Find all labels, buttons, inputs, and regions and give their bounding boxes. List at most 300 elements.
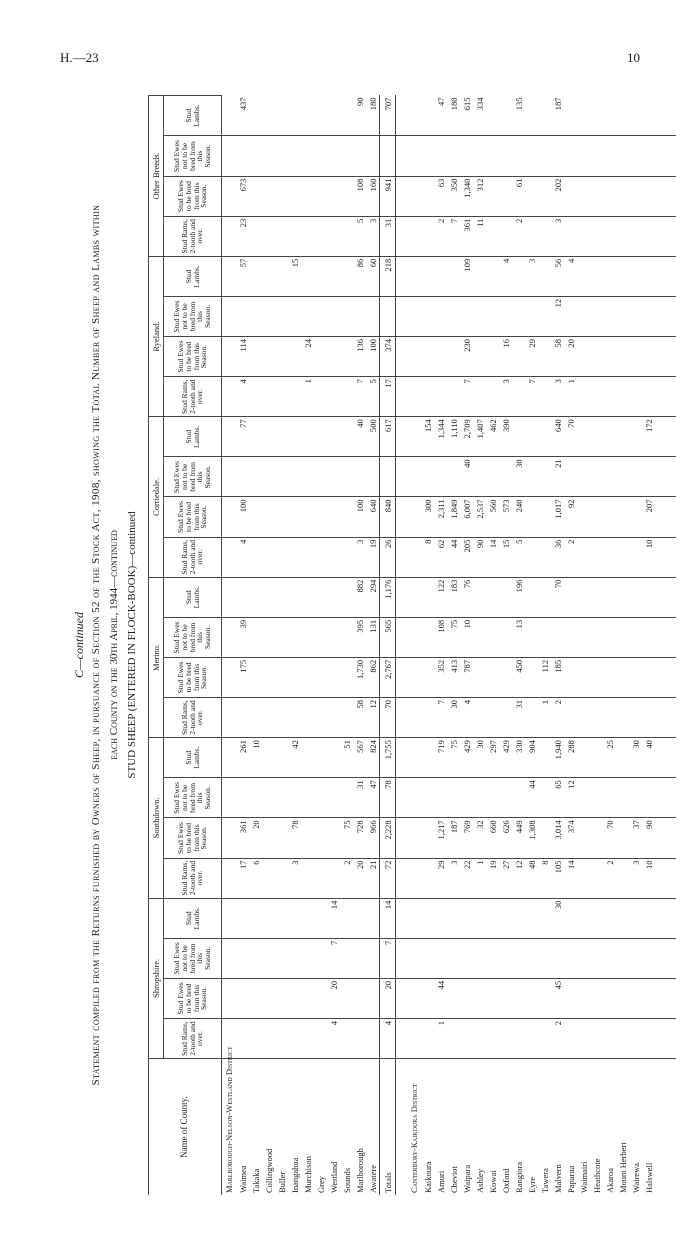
table-cell: 29 (525, 337, 538, 377)
table-cell: 390 (499, 417, 512, 457)
table-cell (222, 577, 237, 617)
table-cell: 7 (353, 377, 366, 417)
table-cell (590, 778, 603, 818)
table-cell: 640 (366, 497, 380, 537)
column-subheader: Stud Rams, 2-tooth and over. (164, 698, 222, 738)
table-cell: 40 (642, 738, 655, 778)
table-cell (564, 617, 577, 657)
table-cell (642, 377, 655, 417)
table-cell (380, 457, 396, 497)
breed-header: Corriedale. (149, 417, 164, 577)
table-cell: 840 (380, 497, 396, 537)
table-cell (262, 377, 275, 417)
table-cell (642, 657, 655, 697)
table-cell (421, 698, 434, 738)
table-cell (655, 698, 676, 738)
table-cell (642, 216, 655, 256)
table-cell (407, 898, 421, 938)
table-cell (655, 417, 676, 457)
table-cell (551, 136, 564, 176)
table-cell (629, 296, 642, 336)
table-cell: 15 (288, 256, 301, 296)
table-cell: 29 (434, 858, 447, 898)
table-cell (327, 337, 340, 377)
table-cell (538, 1018, 551, 1058)
table-cell: 1,407 (473, 417, 486, 457)
table-cell (236, 698, 249, 738)
table-cell (603, 457, 616, 497)
table-cell (473, 698, 486, 738)
table-cell (655, 337, 676, 377)
table-cell: 5 (512, 537, 525, 577)
table-cell (655, 296, 676, 336)
table-cell (655, 256, 676, 296)
table-cell (249, 898, 262, 938)
table-cell: 30 (512, 457, 525, 497)
table-cell (314, 96, 327, 136)
column-subheader: Stud Lambs. (164, 256, 222, 296)
table-cell (603, 497, 616, 537)
table-row (577, 96, 590, 1196)
column-subheader: Stud Lambs. (164, 738, 222, 778)
county-name: Amuri (435, 1170, 446, 1193)
table-cell (222, 938, 237, 978)
table-cell (616, 96, 629, 136)
table-row (629, 96, 642, 1196)
table-cell (249, 657, 262, 697)
table-cell (236, 938, 249, 978)
table-cell (301, 417, 314, 457)
table-cell (249, 537, 262, 577)
table-cell: 1 (301, 377, 314, 417)
table-cell (486, 136, 499, 176)
table-cell (512, 377, 525, 417)
table-cell: 3 (288, 858, 301, 898)
table-cell (473, 657, 486, 697)
table-cell (590, 858, 603, 898)
table-cell (486, 898, 499, 938)
table-cell (564, 1018, 577, 1058)
totals-row (380, 96, 396, 1196)
table-cell (577, 938, 590, 978)
table-cell (655, 457, 676, 497)
table-cell: 450 (512, 657, 525, 697)
table-cell: 2 (564, 537, 577, 577)
county-name: Grey (315, 1176, 326, 1193)
table-cell (642, 577, 655, 617)
table-cell (421, 577, 434, 617)
table-row (288, 96, 301, 1196)
table-cell (327, 818, 340, 858)
table-cell (396, 457, 408, 497)
table-cell: 30 (473, 738, 486, 778)
table-cell (629, 778, 642, 818)
table-cell (629, 417, 642, 457)
table-cell: 640 (551, 417, 564, 457)
table-cell (447, 337, 460, 377)
table-cell: 787 (460, 657, 473, 697)
table-cell (525, 176, 538, 216)
table-cell (288, 657, 301, 697)
table-cell (525, 537, 538, 577)
table-cell (421, 1018, 434, 1058)
table-cell: 76 (460, 577, 473, 617)
table-cell (275, 778, 288, 818)
table-cell: 114 (236, 337, 249, 377)
table-cell (577, 256, 590, 296)
table-cell (655, 537, 676, 577)
table-cell: 20 (380, 978, 396, 1018)
table-cell (538, 978, 551, 1018)
table-cell (512, 296, 525, 336)
table-cell (314, 337, 327, 377)
table-cell (366, 457, 380, 497)
table-cell (396, 296, 408, 336)
table-cell: 48 (525, 858, 538, 898)
table-cell: 47 (434, 96, 447, 136)
table-cell (396, 417, 408, 457)
table-cell: 14 (486, 537, 499, 577)
table-cell (577, 136, 590, 176)
table-cell (590, 617, 603, 657)
table-cell (486, 337, 499, 377)
table-cell (288, 417, 301, 457)
table-cell (288, 497, 301, 537)
table-cell (327, 377, 340, 417)
table-cell: 70 (603, 818, 616, 858)
table-cell (396, 216, 408, 256)
table-cell (249, 337, 262, 377)
table-cell (222, 978, 237, 1018)
table-cell: 10 (642, 858, 655, 898)
table-cell: 19 (486, 858, 499, 898)
table-cell (642, 617, 655, 657)
table-cell (460, 778, 473, 818)
table-cell (222, 738, 237, 778)
table-cell (577, 858, 590, 898)
table-cell (340, 657, 353, 697)
page-header (60, 50, 640, 70)
table-cell (655, 778, 676, 818)
table-cell (538, 738, 551, 778)
county-column-header: Name of County. (149, 1059, 222, 1195)
table-cell (499, 176, 512, 216)
breed-header: Shropshire. (149, 898, 164, 1058)
table-cell: 14 (564, 858, 577, 898)
table-cell (249, 938, 262, 978)
table-cell: 297 (486, 738, 499, 778)
table-cell (222, 537, 237, 577)
table-cell (275, 1018, 288, 1058)
table-cell: 24 (301, 337, 314, 377)
table-cell: 185 (551, 657, 564, 697)
table-row (434, 96, 447, 1196)
column-subheader: Stud Lambs. (164, 417, 222, 457)
table-cell (603, 778, 616, 818)
table-cell (473, 778, 486, 818)
table-cell (327, 738, 340, 778)
table-cell (642, 778, 655, 818)
table-cell (275, 216, 288, 256)
table-cell (655, 136, 676, 176)
table-cell: 2 (551, 1018, 564, 1058)
table-cell (327, 296, 340, 336)
table-cell: 63 (434, 176, 447, 216)
table-cell (407, 296, 421, 336)
county-name: Waimea (237, 1165, 248, 1193)
table-cell: 1,340 (460, 176, 473, 216)
table-cell: 17 (380, 377, 396, 417)
table-cell: 32 (473, 818, 486, 858)
table-cell (590, 256, 603, 296)
table-cell (366, 978, 380, 1018)
column-subheader: Stud Ewes to be bred from this Season. (164, 497, 222, 537)
table-cell (538, 296, 551, 336)
table-cell (236, 457, 249, 497)
table-cell: 20 (249, 818, 262, 858)
table-cell (655, 216, 676, 256)
table-cell: 45 (551, 978, 564, 1018)
table-row (421, 96, 434, 1196)
table-cell (460, 296, 473, 336)
table-cell (655, 617, 676, 657)
table-cell: 6,007 (460, 497, 473, 537)
table-cell (629, 577, 642, 617)
table-cell (262, 216, 275, 256)
table-cell (407, 417, 421, 457)
table-cell (396, 858, 408, 898)
table-cell (275, 256, 288, 296)
table-cell (447, 136, 460, 176)
table-cell (590, 938, 603, 978)
table-cell (590, 898, 603, 938)
table-cell: 92 (564, 497, 577, 537)
table-cell: 6 (249, 858, 262, 898)
county-name: Marlborough (354, 1148, 365, 1193)
table-cell: 30 (629, 738, 642, 778)
table-cell (353, 898, 366, 938)
page-number: 10 (627, 50, 640, 65)
table-cell (525, 978, 538, 1018)
table-cell: 617 (380, 417, 396, 457)
table-cell (301, 136, 314, 176)
table-cell (314, 457, 327, 497)
table-cell (655, 738, 676, 778)
table-cell (262, 978, 275, 1018)
table-cell: 109 (460, 256, 473, 296)
table-cell: 5 (366, 377, 380, 417)
table-cell (222, 898, 237, 938)
table-cell (327, 136, 340, 176)
table-cell: 154 (421, 417, 434, 457)
table-cell: 62 (434, 537, 447, 577)
table-cell (288, 698, 301, 738)
table-cell (629, 978, 642, 1018)
table-cell (249, 778, 262, 818)
table-cell (288, 377, 301, 417)
table-cell (288, 617, 301, 657)
table-cell (222, 136, 237, 176)
table-cell (655, 657, 676, 697)
table-cell (564, 577, 577, 617)
table-cell (512, 938, 525, 978)
table-cell: 30 (447, 698, 460, 738)
table-cell (629, 337, 642, 377)
table-cell: 108 (353, 176, 366, 216)
table-cell: 437 (236, 96, 249, 136)
table-cell (486, 698, 499, 738)
table-cell (616, 1018, 629, 1058)
table-cell (407, 577, 421, 617)
table-cell (340, 497, 353, 537)
table-cell (301, 1018, 314, 1058)
table-cell (655, 978, 676, 1018)
table-cell (288, 96, 301, 136)
table-cell: 3 (447, 858, 460, 898)
table-cell: 27 (499, 858, 512, 898)
column-subheader: Stud Rams, 2-tooth and over. (164, 377, 222, 417)
table-cell (407, 497, 421, 537)
table-cell: 8 (538, 858, 551, 898)
table-cell (616, 337, 629, 377)
column-subheader: Stud Lambs. (164, 898, 222, 938)
table-cell (301, 577, 314, 617)
table-row (590, 96, 603, 1196)
table-cell: 7 (380, 938, 396, 978)
table-cell (236, 577, 249, 617)
table-cell: 31 (353, 778, 366, 818)
table-cell (275, 818, 288, 858)
table-cell: 3 (551, 377, 564, 417)
table-cell (222, 698, 237, 738)
table-cell: 395 (353, 617, 366, 657)
table-cell (473, 898, 486, 938)
table-cell (512, 978, 525, 1018)
county-name: Takaka (250, 1168, 261, 1193)
table-cell: 75 (340, 818, 353, 858)
table-cell (396, 96, 408, 136)
table-cell (222, 296, 237, 336)
table-cell (262, 96, 275, 136)
table-cell (340, 96, 353, 136)
table-cell: 90 (473, 537, 486, 577)
table-cell (340, 216, 353, 256)
table-cell (340, 417, 353, 457)
table-cell (407, 858, 421, 898)
table-cell: 1,940 (551, 738, 564, 778)
table-cell (603, 938, 616, 978)
table-cell (473, 337, 486, 377)
table-cell (340, 176, 353, 216)
table-cell (275, 296, 288, 336)
table-cell: 1 (564, 377, 577, 417)
table-cell (421, 176, 434, 216)
table-cell: 47 (366, 778, 380, 818)
table-cell (603, 256, 616, 296)
county-name: Marlborough-Nelson-Westland District (224, 1046, 234, 1193)
table-cell: 86 (353, 256, 366, 296)
table-cell: 20 (353, 858, 366, 898)
table-cell (538, 778, 551, 818)
table-cell (340, 577, 353, 617)
table-cell (275, 96, 288, 136)
table-cell (249, 216, 262, 256)
table-cell (629, 216, 642, 256)
table-cell (434, 898, 447, 938)
table-cell (340, 337, 353, 377)
table-cell (340, 617, 353, 657)
table-cell (301, 938, 314, 978)
table-cell (314, 978, 327, 1018)
table-cell (434, 778, 447, 818)
table-cell (396, 176, 408, 216)
table-cell (655, 497, 676, 537)
table-cell (249, 978, 262, 1018)
table-cell (262, 577, 275, 617)
table-cell (421, 978, 434, 1018)
table-cell (314, 858, 327, 898)
table-cell (525, 898, 538, 938)
table-cell: 361 (460, 216, 473, 256)
table-cell (434, 136, 447, 176)
table-cell (603, 377, 616, 417)
table-cell (222, 657, 237, 697)
table-cell (616, 256, 629, 296)
table-cell (590, 818, 603, 858)
table-cell (249, 577, 262, 617)
table-cell (249, 698, 262, 738)
table-cell (590, 537, 603, 577)
table-cell (629, 497, 642, 537)
table-cell (366, 938, 380, 978)
table-cell (525, 96, 538, 136)
table-cell (577, 417, 590, 457)
table-cell (288, 898, 301, 938)
table-cell (486, 1018, 499, 1058)
table-row (249, 96, 262, 1196)
table-cell (407, 657, 421, 697)
table-cell (629, 938, 642, 978)
table-cell (275, 337, 288, 377)
table-row (275, 96, 288, 1196)
table-cell (407, 96, 421, 136)
table-cell (421, 377, 434, 417)
table-cell: 2,767 (380, 657, 396, 697)
table-cell: 1,217 (434, 818, 447, 858)
table-cell (288, 778, 301, 818)
table-cell (499, 978, 512, 1018)
table-cell (340, 898, 353, 938)
table-cell (525, 617, 538, 657)
breed-header: Merino. (149, 577, 164, 737)
table-cell (577, 537, 590, 577)
table-cell: 12 (551, 296, 564, 336)
table-cell: 330 (512, 738, 525, 778)
table-cell (340, 377, 353, 417)
table-cell (275, 898, 288, 938)
table-cell (353, 938, 366, 978)
table-cell (421, 938, 434, 978)
table-cell (473, 577, 486, 617)
table-cell (590, 176, 603, 216)
table-cell (314, 136, 327, 176)
table-cell (499, 657, 512, 697)
table-cell (525, 577, 538, 617)
table-cell: 2,311 (434, 497, 447, 537)
district-row (222, 96, 237, 1196)
table-cell (642, 337, 655, 377)
table-cell: 707 (380, 96, 396, 136)
